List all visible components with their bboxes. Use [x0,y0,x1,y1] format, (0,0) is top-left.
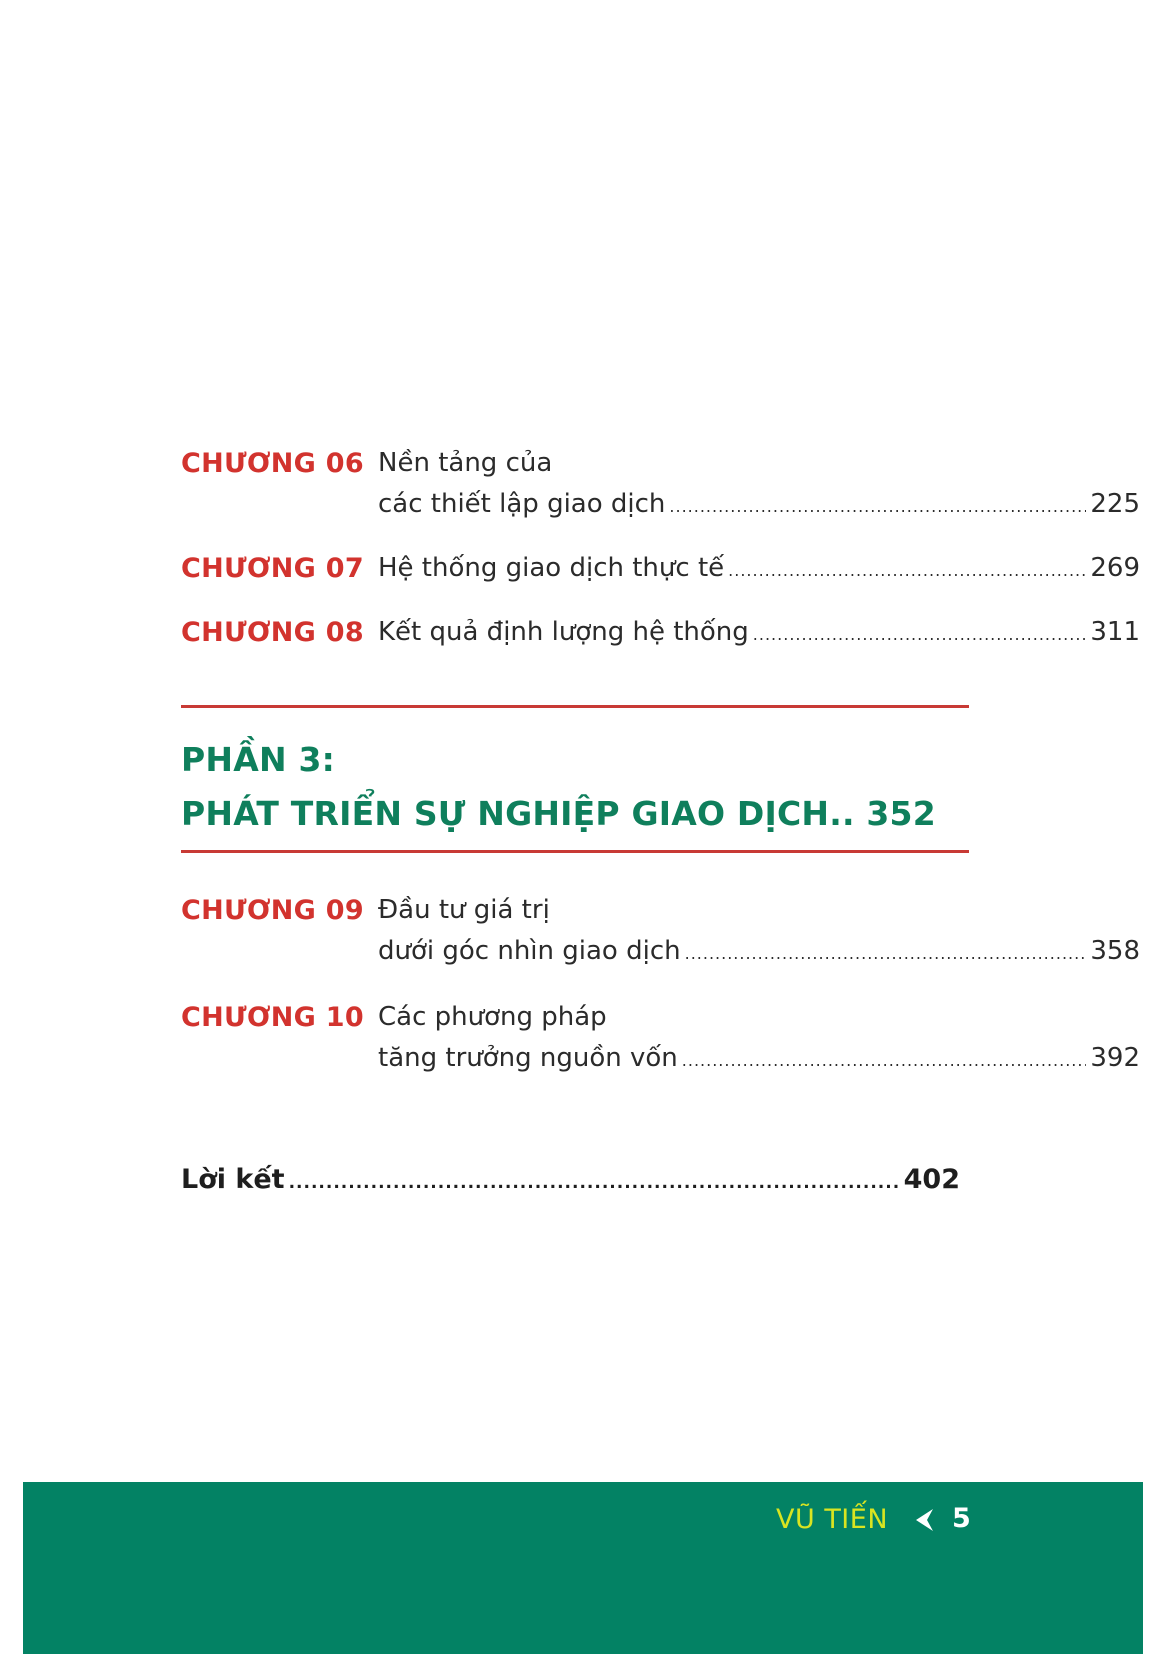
section-divider-top [181,705,969,708]
toc-entry-chapter-06[interactable] [181,448,1140,538]
toc-entry-chapter-10[interactable] [181,1002,1140,1092]
footer-page-number: 5 [952,1503,971,1534]
afterword-label: Lời kết [181,1164,285,1195]
chapter-title-line2: dưới góc nhìn giao dịch ..... 358 [378,936,1140,966]
dot-leader [685,944,1087,963]
chapter-title-line2: tăng trưởng nguồn vốn ..... 392 [378,1043,1140,1073]
afterword-page-number: 402 [903,1164,960,1195]
chapter-title-line1: Các phương pháp [378,1002,607,1032]
chapter-title-line2: các thiết lập giao dịch ..... 225 [378,489,1140,519]
chapter-label: CHƯƠNG 07 [181,553,364,584]
chapter-label: CHƯƠNG 08 [181,617,364,648]
dot-leader [728,561,1086,580]
chapter-title-line1: Đầu tư giá trị [378,895,550,925]
dot-leader [682,1051,1087,1070]
page-number: 358 [1090,936,1140,966]
page-number: 392 [1090,1043,1140,1073]
dot-leader [289,1173,900,1193]
footer-author: VŨ TIẾN [776,1504,889,1535]
page-number: 269 [1090,553,1140,583]
chapter-title-line1: Hệ thống giao dịch thực tế ..... 269 [378,553,1140,583]
part-3-title-line1[interactable]: PHẦN 3: [181,740,336,779]
page-number: 311 [1090,617,1140,647]
chapter-label: CHƯƠNG 10 [181,1002,364,1033]
chapter-title-line1: Kết quả định lượng hệ thống ..... 311 [378,617,1140,647]
toc-entry-chapter-08[interactable] [181,617,1140,707]
chevron-left-icon [911,1506,939,1534]
toc-entry-afterword[interactable] [181,1164,960,1195]
dot-leader [669,497,1086,516]
toc-entry-chapter-09[interactable] [181,895,1140,985]
part-3-title-line2[interactable]: PHÁT TRIỂN SỰ NGHIỆP GIAO DỊCH.. 352 [181,794,936,833]
chapter-label: CHƯƠNG 06 [181,448,364,479]
chapter-label: CHƯƠNG 09 [181,895,364,926]
dot-leader [753,625,1087,644]
footer-band [23,1482,1143,1654]
chapter-title-line1: Nền tảng của [378,448,553,478]
section-divider-bottom [181,850,969,853]
page-number: 225 [1090,489,1140,519]
